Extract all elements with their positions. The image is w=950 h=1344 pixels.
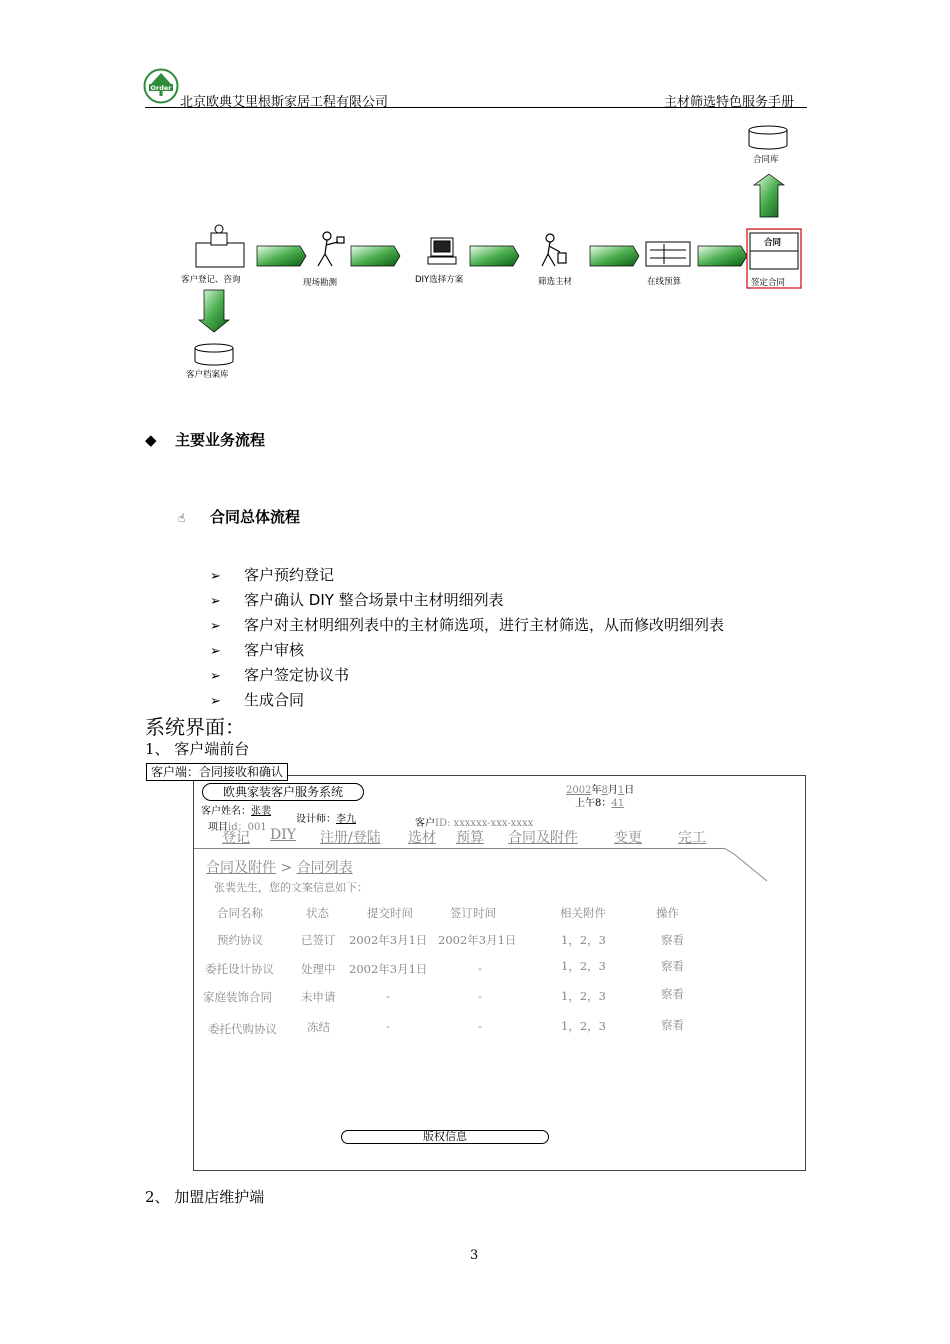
flow-arrow xyxy=(698,246,747,266)
project-id: 项目id：001 xyxy=(208,822,267,833)
client-frontend-heading: 1、 客户端前台 xyxy=(145,740,250,758)
budget-icon xyxy=(646,242,690,266)
col-header: 提交时间 xyxy=(367,906,413,920)
view-link[interactable]: 察看 xyxy=(661,1018,684,1032)
breadcrumb-contracts[interactable]: 合同及附件 xyxy=(206,860,276,876)
table-cell: - xyxy=(478,989,482,1003)
franchise-maintenance-heading: 2、 加盟店维护端 xyxy=(145,1188,265,1206)
arrow-bullet-icon: ➢ xyxy=(210,619,221,634)
table-cell: 处理中 xyxy=(301,962,336,976)
process-step-list xyxy=(210,565,724,715)
col-header: 相关附件 xyxy=(560,906,606,920)
greeting-text: 张裴先生，您的文案信息如下： xyxy=(214,881,368,894)
flow-step-label: 在线预算 xyxy=(647,277,682,287)
col-header: 状态 xyxy=(306,906,329,920)
customer-db-label: 客户档案库 xyxy=(186,370,229,380)
flow-step-label: DIY选择方案 xyxy=(415,275,464,285)
table-cell: 未申请 xyxy=(301,990,336,1004)
diamond-bullet-icon: ◆ xyxy=(145,431,157,449)
customer-id: 客户ID: xxxxxx-xxx-xxxx xyxy=(415,818,534,829)
col-header: 合同名称 xyxy=(217,906,263,920)
arrow-bullet-icon: ➢ xyxy=(210,644,221,659)
table-cell: 已签订 xyxy=(301,933,336,947)
up-arrow xyxy=(754,174,784,217)
survey-icon xyxy=(318,232,344,266)
nav-contracts[interactable]: 合同及附件 xyxy=(508,830,578,846)
nav-diy[interactable]: DIY xyxy=(270,827,296,843)
flow-arrow xyxy=(590,246,639,266)
table-cell: 2002年3月1日 xyxy=(438,933,517,947)
nav-materials[interactable]: 选材 xyxy=(408,830,436,846)
subsection-title: ☝ 合同总体流程 xyxy=(178,508,301,526)
contract-db-icon xyxy=(749,126,787,149)
col-header: 签订时间 xyxy=(450,906,496,920)
date-display: 2002年8月1日 xyxy=(566,785,635,796)
view-link[interactable]: 察看 xyxy=(661,959,684,973)
arrow-bullet-icon: ➢ xyxy=(210,694,221,709)
flow-arrow xyxy=(257,246,306,266)
registration-icon xyxy=(196,225,244,267)
flow-step-label: 签定合同 xyxy=(751,278,786,288)
breadcrumb-separator: > xyxy=(280,860,293,876)
flow-step-label: 现场勘测 xyxy=(303,278,338,288)
customer-db-icon xyxy=(195,344,233,365)
table-cell: - xyxy=(478,1019,482,1033)
arrow-bullet-icon: ➢ xyxy=(210,569,221,584)
hand-bullet-icon: ☝ xyxy=(178,511,186,525)
customer-name: 客户姓名：张裴 xyxy=(201,806,271,817)
list-item: ➢ 生成合同 xyxy=(210,690,724,715)
list-item: ➢ 客户对主材明细列表中的主材筛选项，进行主材筛选，从而修改明细列表 xyxy=(210,615,724,640)
table-cell: 1，2，3 xyxy=(561,933,606,947)
list-item: ➢ 客户确认 DIY 整合场景中主材明细列表 xyxy=(210,590,724,615)
breadcrumb-contract-list[interactable]: 合同列表 xyxy=(296,860,353,876)
breadcrumb xyxy=(206,857,353,877)
contract-box-label: 合同 xyxy=(764,238,782,248)
table-cell: 2002年3月1日 xyxy=(349,933,428,947)
flow-arrow xyxy=(351,246,400,266)
table-cell: 1，2，3 xyxy=(561,959,606,973)
arrow-bullet-icon: ➢ xyxy=(210,669,221,684)
list-item: ➢ 客户签定协议书 xyxy=(210,665,724,690)
table-cell: 家庭装饰合同 xyxy=(203,990,272,1004)
system-ui-title: 系统界面： xyxy=(145,715,245,739)
table-cell: - xyxy=(386,989,390,1003)
flow-diagram xyxy=(0,0,950,400)
time-display: 上午8：41 xyxy=(575,798,625,809)
col-header: 操作 xyxy=(656,906,679,920)
divider-slant xyxy=(724,847,770,883)
table-cell: 冻结 xyxy=(307,1020,330,1034)
flow-step-label: 客户登记、咨询 xyxy=(181,275,241,285)
table-cell: - xyxy=(478,961,482,975)
select-material-icon xyxy=(542,234,566,266)
table-cell: - xyxy=(386,1019,390,1033)
flow-step-label: 筛选主材 xyxy=(538,277,573,287)
view-link[interactable]: 察看 xyxy=(661,987,684,1001)
table-cell: 1，2，3 xyxy=(561,989,606,1003)
contract-db-label: 合同库 xyxy=(753,155,779,165)
nav-budget[interactable]: 预算 xyxy=(456,830,484,846)
view-link[interactable]: 察看 xyxy=(661,933,684,947)
down-arrow xyxy=(199,290,229,332)
nav-changes[interactable]: 变更 xyxy=(614,830,642,846)
designer-name: 设计师：李九 xyxy=(296,814,356,825)
header-manual-title: 主材筛选特色服务手册 xyxy=(664,95,795,110)
list-item: ➢ 客户预约登记 xyxy=(210,565,724,590)
computer-icon xyxy=(428,238,456,264)
table-cell: 预约协议 xyxy=(217,933,263,947)
table-cell: 2002年3月1日 xyxy=(349,962,428,976)
nav-login[interactable]: 注册/登陆 xyxy=(320,830,381,846)
nav-register[interactable]: 登记 xyxy=(222,830,250,846)
page-number: 3 xyxy=(470,1248,479,1263)
list-item: ➢ 客户审核 xyxy=(210,640,724,665)
window-tab[interactable]: 客户端：合同接收和确认 xyxy=(146,763,288,781)
table-cell: 委托设计协议 xyxy=(205,962,274,976)
nav-complete[interactable]: 完工 xyxy=(678,830,706,846)
table-cell: 1，2，3 xyxy=(561,1019,606,1033)
copyright-pill[interactable]: 版权信息 xyxy=(341,1130,549,1144)
section-title: ◆ 主要业务流程 xyxy=(145,431,266,449)
header-company: 北京欧典艾里根斯家居工程有限公司 xyxy=(180,95,389,110)
table-cell: 委托代购协议 xyxy=(208,1022,277,1036)
flow-arrow xyxy=(470,246,519,266)
nav-divider xyxy=(194,848,724,849)
app-name-pill: 欧典家装客户服务系统 xyxy=(202,783,364,801)
logo-text: Order xyxy=(150,84,172,92)
arrow-bullet-icon: ➢ xyxy=(210,594,221,609)
